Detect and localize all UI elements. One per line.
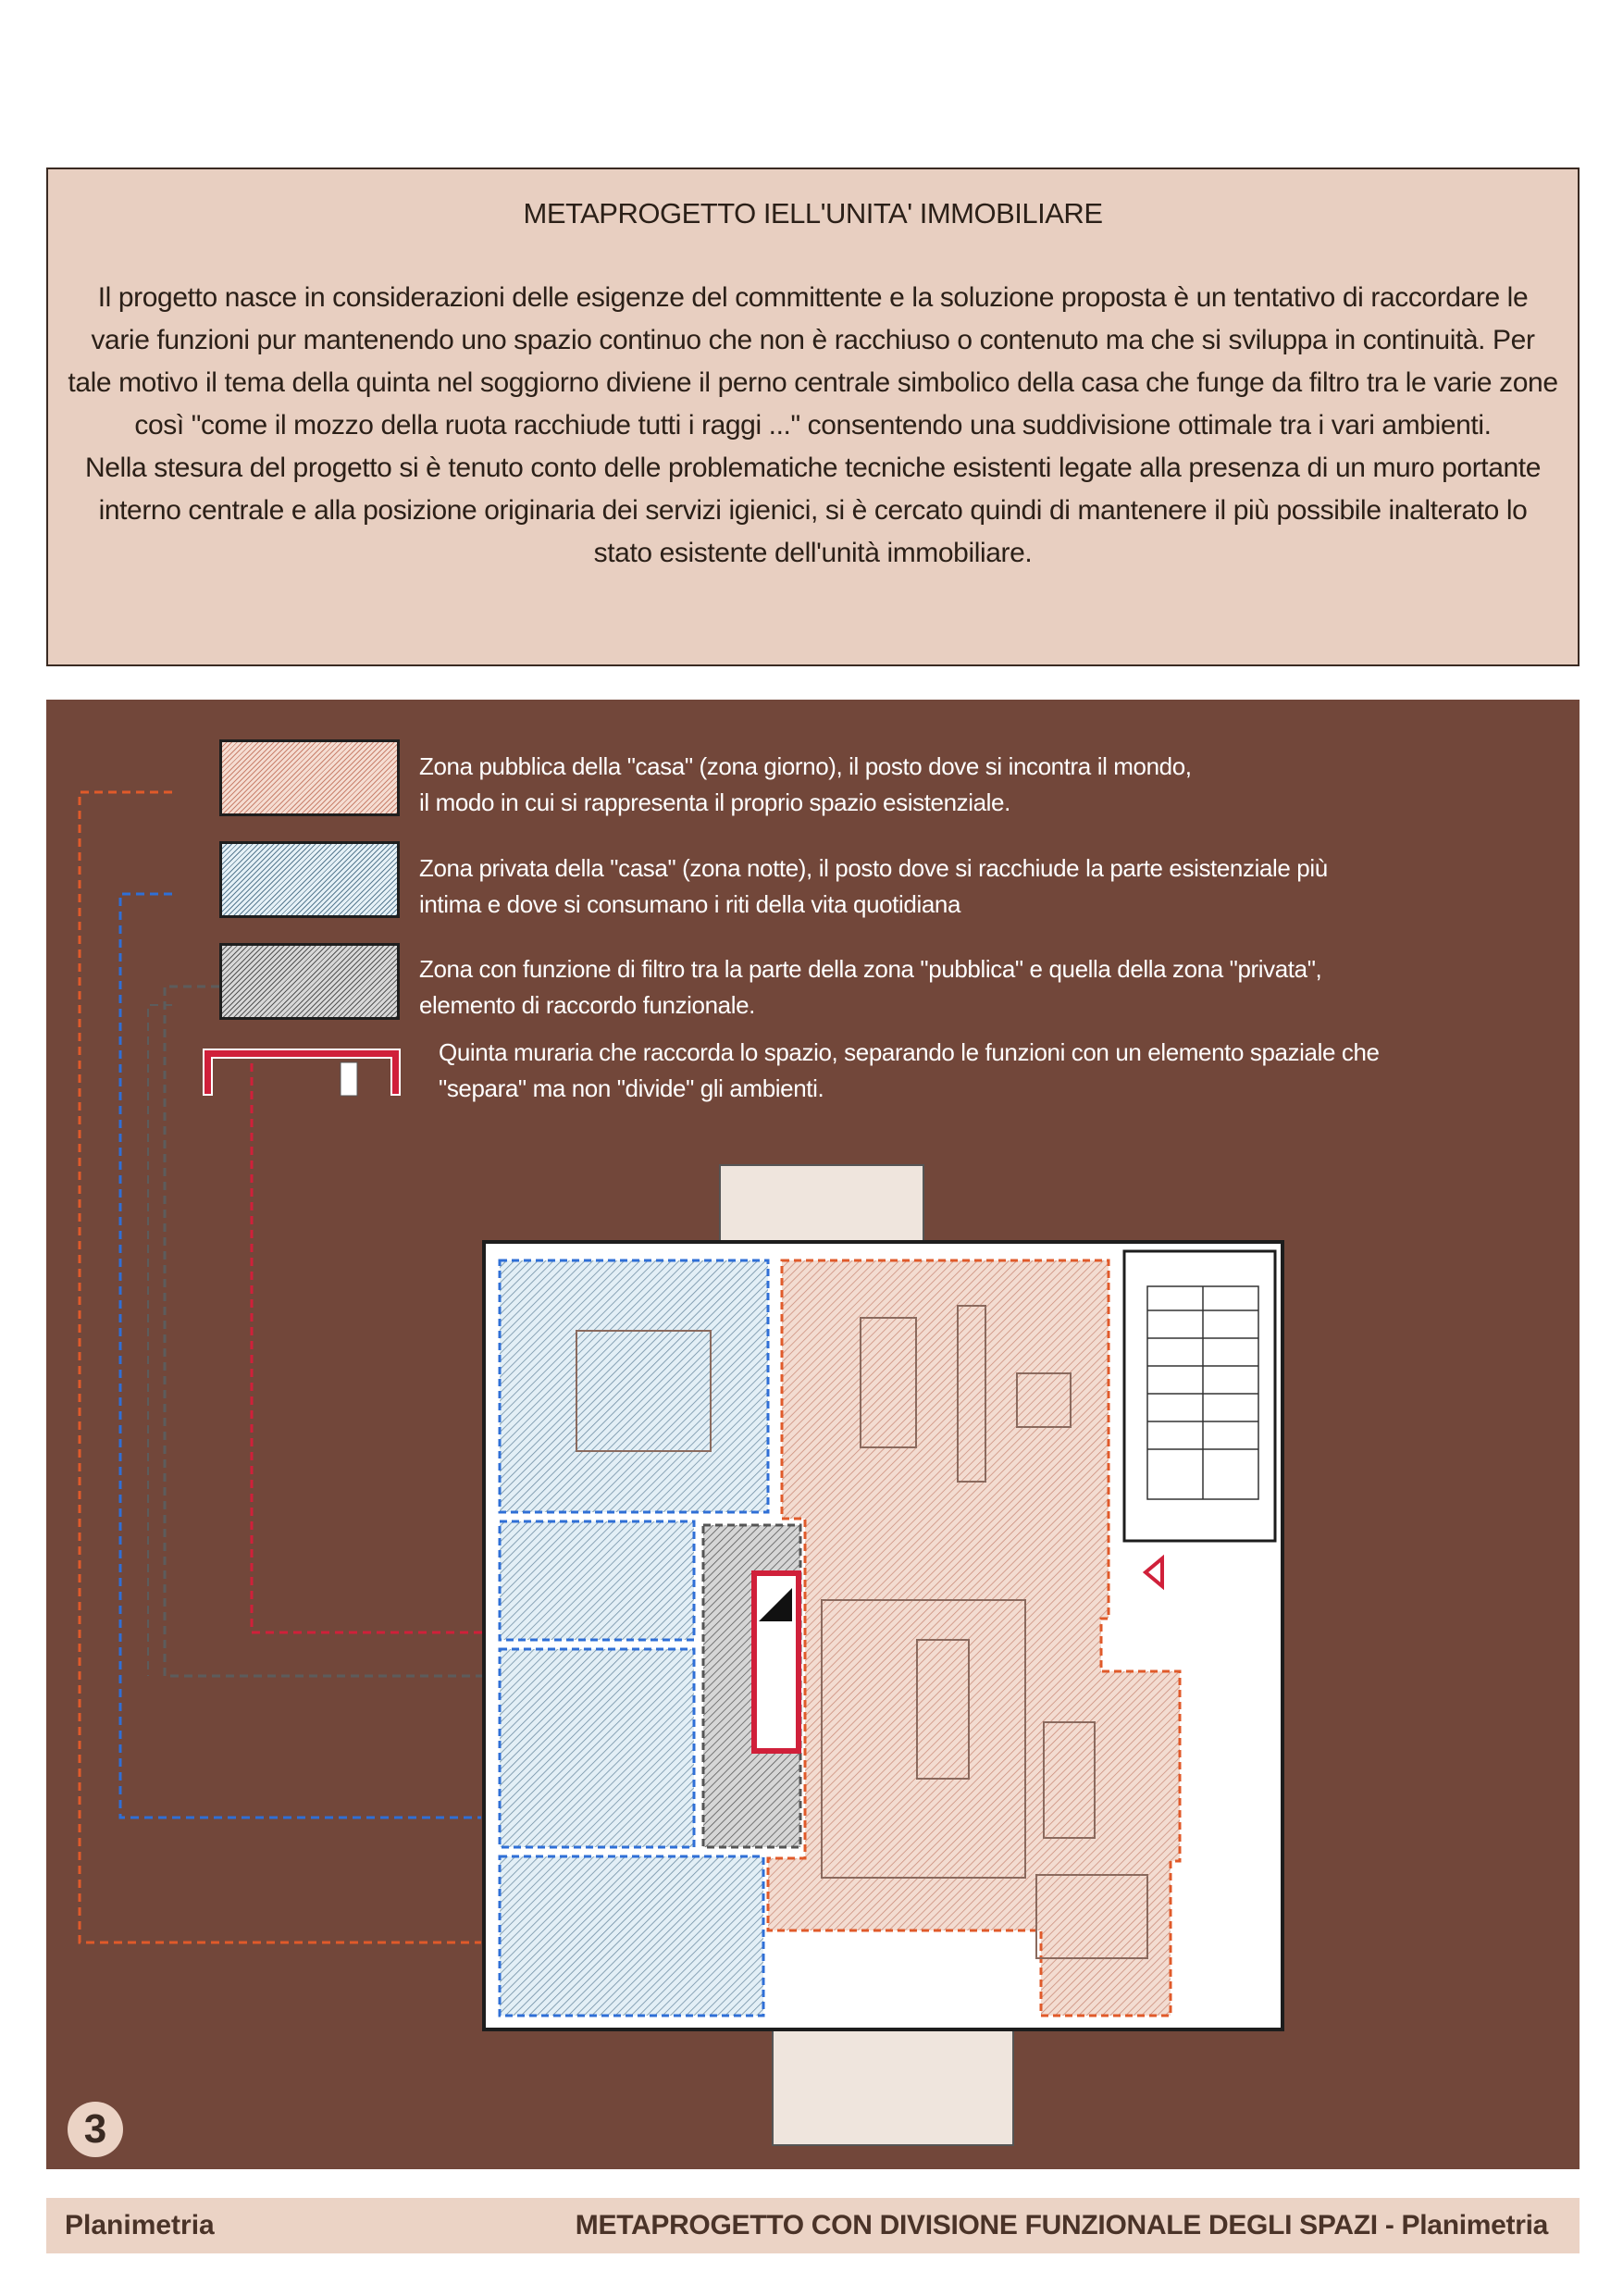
intro-description [67, 277, 1559, 575]
page-number-badge: 3 [68, 2102, 123, 2157]
legend-private-line-2: intima e dove si consumano i riti della vita quotidiana [419, 890, 961, 918]
footer-left-label: Planimetria [65, 2210, 215, 2240]
legend-public-line-1: Zona pubblica della "casa" (zona giorno), il posto dove si incontra il mondo, [419, 752, 1192, 780]
quinta-wall-plan [754, 1573, 799, 1751]
bathroom-1 [500, 1521, 694, 1640]
intro-box [46, 168, 1580, 666]
footer-bar [46, 2198, 1580, 2253]
legend-wall-text [439, 1035, 1380, 1107]
legend-filter-text [419, 951, 1321, 1024]
balcony-top [720, 1165, 923, 1245]
legend-swatch-public [219, 739, 400, 816]
private-leader-line [120, 894, 481, 1818]
intro-paragraph-1: Il progetto nasce in considerazioni delle esigenze del committente e la soluzione proposta è un tentativo di raccordare le varie funzioni pur mantenendo uno spazio continuo che non è racchiuso o contenuto ma che si sviluppa in continuità. Per tale motivo il tema della quinta nel soggiorno diviene il perno centrale simbolico della casa che funge da filtro tra le varie zone così "come il mozzo della ruota racchiude tutti i raggi ..." consentendo una suddivisione ottimale tra i vari ambienti. [68, 282, 1558, 441]
apartment-plan [484, 1242, 1282, 2029]
bedroom-3 [500, 1856, 763, 2016]
bedroom-2 [500, 1649, 694, 1847]
filter-leader-line [165, 987, 486, 1676]
legend-swatch-filter [219, 943, 400, 1020]
legend-private-line-1: Zona privata della "casa" (zona notte), il posto dove si racchiude la parte esistenziale più [419, 854, 1328, 882]
legend-filter-line-1: Zona con funzione di filtro tra la parte della zona "pubblica" e quella della zona "privata", [419, 955, 1322, 983]
legend-swatch-private [219, 841, 400, 918]
plan-panel [46, 700, 1580, 2169]
legend-public-text [419, 749, 1192, 821]
intro-title: METAPROGETTO IELL'UNITA' IMMOBILIARE [523, 197, 1103, 230]
legend-wall-line-1: Quinta muraria che raccorda lo spazio, separando le funzioni con un elemento spaziale che [439, 1038, 1380, 1066]
filter-leader-line-2 [148, 1005, 172, 1676]
bedroom-1 [500, 1260, 768, 1512]
legend-filter-line-2: elemento di raccordo funzionale. [419, 991, 755, 1019]
intro-paragraph-2: Nella stesura del progetto si è tenuto conto delle problematiche tecniche esistenti legate alla presenza di un muro portante interno centrale e alla posizione originaria dei servizi igienici, si è cercato quindi di mantenere il più possibile inalterato lo stato esistente dell'unità immobiliare. [84, 453, 1542, 568]
legend-private-text [419, 850, 1328, 923]
quinta-wall-symbol [204, 1049, 400, 1096]
legend-wall-line-2: "separa" ma non "divide" gli ambienti. [439, 1074, 824, 1102]
footer-right-label: METAPROGETTO CON DIVISIONE FUNZIONALE DEGLI SPAZI - Planimetria [575, 2210, 1548, 2240]
legend-public-line-2: il modo in cui si rappresenta il proprio spazio esistenziale. [419, 788, 1010, 816]
